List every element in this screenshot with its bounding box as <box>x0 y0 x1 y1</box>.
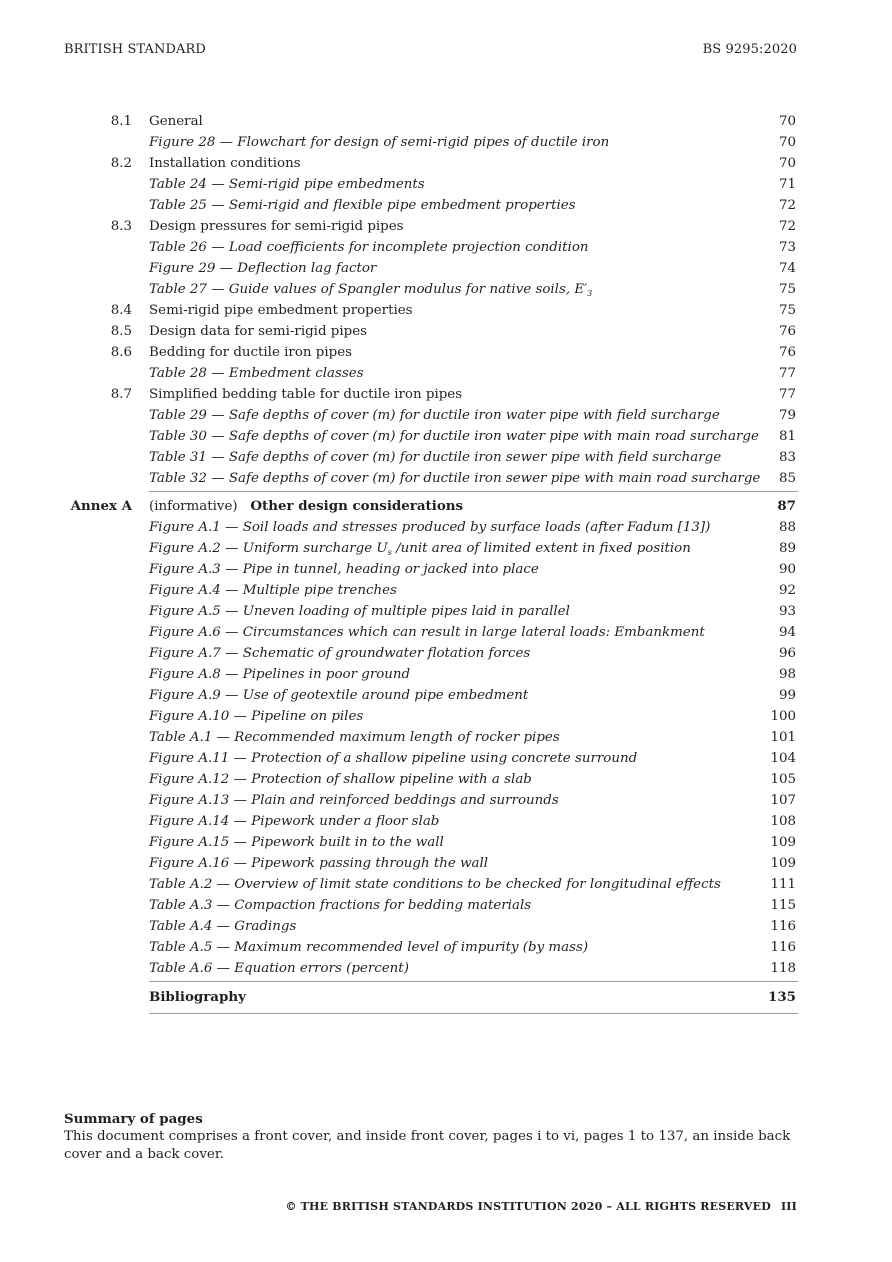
page-number: 76 <box>778 324 796 339</box>
toc-entry-8-4[interactable] <box>64 300 798 321</box>
toc-entry-table-28[interactable] <box>64 363 798 384</box>
entry-title: Bibliography <box>149 989 246 1005</box>
toc-entry-annex-a[interactable] <box>64 495 798 517</box>
entry-title: Installation conditions <box>149 156 301 171</box>
entry-title: Figure A.3 — Pipe in tunnel, heading or jacked into place <box>149 562 539 577</box>
page-number: 75 <box>778 282 796 297</box>
toc-entry-8-6[interactable] <box>64 342 798 363</box>
entry-title: Table A.4 — Gradings <box>149 919 297 934</box>
page-number: 72 <box>778 219 796 234</box>
entry-title: Design pressures for semi-rigid pipes <box>149 219 404 234</box>
entry-title: General <box>149 114 203 129</box>
entry-title: Table A.6 — Equation errors (percent) <box>149 961 409 976</box>
entry-title: Figure A.12 — Protection of shallow pipeline with a slab <box>149 772 532 787</box>
page-number: 111 <box>770 877 796 892</box>
clause-number: 8.2 <box>110 156 132 171</box>
page-number: 70 <box>778 135 796 150</box>
toc-entry-figure-a4[interactable] <box>64 580 798 601</box>
entry-title: Figure A.1 — Soil loads and stresses produced by surface loads (after Fadum [13]) <box>149 520 711 535</box>
toc-entry-table-a3[interactable] <box>64 895 798 916</box>
toc-entry-figure-a11[interactable] <box>64 748 798 769</box>
entry-title: Table A.2 — Overview of limit state conditions to be checked for longitudinal effects <box>149 877 721 892</box>
page-number: 100 <box>770 709 796 724</box>
page-number: 109 <box>770 856 796 871</box>
copyright-text: © THE BRITISH STANDARDS INSTITUTION 2020 – ALL RIGHTS RESERVED <box>285 1200 771 1213</box>
entry-title: Table 31 — Safe depths of cover (m) for ductile iron sewer pipe with field surcharge <box>149 450 722 465</box>
toc-entry-table-30[interactable] <box>64 426 798 447</box>
page-number: 118 <box>770 961 796 976</box>
toc-entry-figure-a6[interactable] <box>64 622 798 643</box>
page-number: 79 <box>778 408 796 423</box>
entry-title: Semi-rigid pipe embedment properties <box>149 303 413 318</box>
clause-number: 8.1 <box>110 114 132 129</box>
page-number: 115 <box>770 898 796 913</box>
page-number: 99 <box>778 688 796 703</box>
page-number: 75 <box>778 303 796 318</box>
toc-entry-figure-a1[interactable] <box>64 517 798 538</box>
toc-entry-table-a5[interactable] <box>64 937 798 958</box>
running-header-left: BRITISH STANDARD <box>64 42 206 57</box>
toc-entry-figure-a12[interactable] <box>64 769 798 790</box>
entry-title: Table A.1 — Recommended maximum length of rocker pipes <box>149 730 560 745</box>
page-number: 116 <box>770 919 796 934</box>
entry-title: Figure A.11 — Protection of a shallow pipeline using concrete surround <box>149 751 638 766</box>
subscript: 3 <box>587 289 593 298</box>
toc-entry-table-29[interactable] <box>64 405 798 426</box>
entry-title: Figure A.9 — Use of geotextile around pipe embedment <box>149 688 529 703</box>
clause-number: 8.3 <box>110 219 132 234</box>
entry-title: Figure A.5 — Uneven loading of multiple pipes laid in parallel <box>149 604 570 619</box>
entry-title: Figure A.4 — Multiple pipe trenches <box>149 583 397 598</box>
entry-title: Figure A.14 — Pipework under a floor slab <box>149 814 440 829</box>
entry-title: Figure A.8 — Pipelines in poor ground <box>149 667 411 682</box>
entry-title: Table 28 — Embedment classes <box>149 366 364 381</box>
summary-of-pages <box>64 1110 794 1164</box>
toc-entry-table-31[interactable] <box>64 447 798 468</box>
toc-entry-figure-a10[interactable] <box>64 706 798 727</box>
page-number: 94 <box>778 625 796 640</box>
entry-title: Table 32 — Safe depths of cover (m) for ductile iron sewer pipe with main road surcharge <box>149 471 761 486</box>
page-number: 83 <box>778 450 796 465</box>
entry-title: Table 24 — Semi-rigid pipe embedments <box>149 177 425 192</box>
page-number: 92 <box>778 583 796 598</box>
page-number: 107 <box>770 793 796 808</box>
toc-entry-table-a4[interactable] <box>64 916 798 937</box>
clause-number: 8.5 <box>110 324 132 339</box>
page-number: 96 <box>778 646 796 661</box>
page-number: 70 <box>778 114 796 129</box>
entry-title-post: /unit area of limited extent in fixed position <box>391 541 691 556</box>
entry-title <box>149 538 691 559</box>
page-number: 74 <box>778 261 796 276</box>
page-number: 71 <box>778 177 796 192</box>
entry-title: Figure A.16 — Pipework passing through the wall <box>149 856 489 871</box>
entry-title: Design data for semi-rigid pipes <box>149 324 368 339</box>
toc-entry-figure-a15[interactable] <box>64 832 798 853</box>
toc-entry-figure-29[interactable] <box>64 258 798 279</box>
clause-number: 8.6 <box>110 345 132 360</box>
page-number: 98 <box>778 667 796 682</box>
toc-entry-figure-a5[interactable] <box>64 601 798 622</box>
page-number: 116 <box>770 940 796 955</box>
subscript: s <box>387 548 392 557</box>
toc-entry-8-1[interactable] <box>64 111 798 132</box>
entry-title: Bedding for ductile iron pipes <box>149 345 352 360</box>
divider <box>149 1013 798 1014</box>
page-number: 93 <box>778 604 796 619</box>
page-number: 101 <box>770 730 796 745</box>
entry-title: Figure A.6 — Circumstances which can result in large lateral loads: Embankment <box>149 625 705 640</box>
page-number: 104 <box>770 751 796 766</box>
table-of-contents <box>64 111 798 1009</box>
toc-entry-table-a2[interactable] <box>64 874 798 895</box>
entry-title <box>149 279 592 300</box>
entry-title-pre: Figure A.2 — Uniform surcharge U <box>149 541 388 556</box>
entry-title: Table 25 — Semi-rigid and flexible pipe embedment properties <box>149 198 576 213</box>
page-number: 70 <box>778 156 796 171</box>
entry-title: Table 29 — Safe depths of cover (m) for ductile iron water pipe with field surcharge <box>149 408 720 423</box>
entry-title: Table 26 — Load coefficients for incomplete projection condition <box>149 240 589 255</box>
entry-title: Figure 28 — Flowchart for design of semi-rigid pipes of ductile iron <box>149 135 610 150</box>
toc-entry-figure-28[interactable] <box>64 132 798 153</box>
page-number: 76 <box>778 345 796 360</box>
page-number: 108 <box>770 814 796 829</box>
toc-entry-figure-a2[interactable] <box>64 538 798 559</box>
page-number: 109 <box>770 835 796 850</box>
annex-title-text: Other design considerations <box>250 498 464 514</box>
page-number: 73 <box>778 240 796 255</box>
divider <box>149 981 798 982</box>
toc-entry-table-27[interactable] <box>64 279 798 300</box>
page-number: 88 <box>778 520 796 535</box>
page-footer <box>285 1200 797 1213</box>
toc-entry-figure-a3[interactable] <box>64 559 798 580</box>
annex-title <box>149 495 463 518</box>
toc-entry-table-26[interactable] <box>64 237 798 258</box>
entry-title: Figure A.15 — Pipework built in to the wall <box>149 835 444 850</box>
clause-number: 8.7 <box>110 387 132 402</box>
entry-title: Figure A.10 — Pipeline on piles <box>149 709 364 724</box>
page-number: 105 <box>770 772 796 787</box>
clause-number: 8.4 <box>110 303 132 318</box>
entry-title: Figure A.7 — Schematic of groundwater flotation forces <box>149 646 531 661</box>
toc-entry-figure-a8[interactable] <box>64 664 798 685</box>
toc-entry-figure-a7[interactable] <box>64 643 798 664</box>
entry-title: Figure A.13 — Plain and reinforced beddings and surrounds <box>149 793 559 808</box>
page-number: 87 <box>777 498 796 514</box>
toc-entry-figure-a14[interactable] <box>64 811 798 832</box>
entry-title: Table 30 — Safe depths of cover (m) for ductile iron water pipe with main road surcharge <box>149 429 759 444</box>
entry-title: Simplified bedding table for ductile iron pipes <box>149 387 463 402</box>
toc-entry-table-a6[interactable] <box>64 958 798 979</box>
toc-entry-8-2[interactable] <box>64 153 798 174</box>
toc-entry-table-32[interactable] <box>64 468 798 489</box>
page-number: 77 <box>778 387 796 402</box>
toc-entry-table-25[interactable] <box>64 195 798 216</box>
summary-text: This document comprises a front cover, and inside front cover, pages i to vi, pages 1 to 137, an inside back cover and a back cover. <box>64 1129 791 1162</box>
page-number: 72 <box>778 198 796 213</box>
toc-entry-figure-a13[interactable] <box>64 790 798 811</box>
page-number: 81 <box>778 429 796 444</box>
annex-type: (informative) <box>149 499 238 514</box>
divider <box>149 491 798 492</box>
folio-page-number: III <box>780 1200 797 1213</box>
entry-title: Figure 29 — Deflection lag factor <box>149 261 377 276</box>
toc-entry-8-7[interactable] <box>64 384 798 405</box>
toc-entry-8-5[interactable] <box>64 321 798 342</box>
annex-label: Annex A <box>70 498 132 514</box>
toc-entry-figure-a16[interactable] <box>64 853 798 874</box>
toc-entry-bibliography[interactable] <box>64 985 798 1009</box>
toc-entry-table-a1[interactable] <box>64 727 798 748</box>
entry-title: Table A.5 — Maximum recommended level of impurity (by mass) <box>149 940 589 955</box>
page-number: 135 <box>768 989 796 1005</box>
entry-title-text: Table 27 — Guide values of Spangler modulus for native soils, E′ <box>149 282 588 297</box>
page-number: 90 <box>778 562 796 577</box>
running-header-right: BS 9295:2020 <box>702 42 797 57</box>
summary-title: Summary of pages <box>64 1111 203 1127</box>
toc-entry-figure-a9[interactable] <box>64 685 798 706</box>
toc-entry-8-3[interactable] <box>64 216 798 237</box>
page-number: 85 <box>778 471 796 486</box>
entry-title: Table A.3 — Compaction fractions for bedding materials <box>149 898 532 913</box>
page-number: 89 <box>778 541 796 556</box>
toc-entry-table-24[interactable] <box>64 174 798 195</box>
page-number: 77 <box>778 366 796 381</box>
